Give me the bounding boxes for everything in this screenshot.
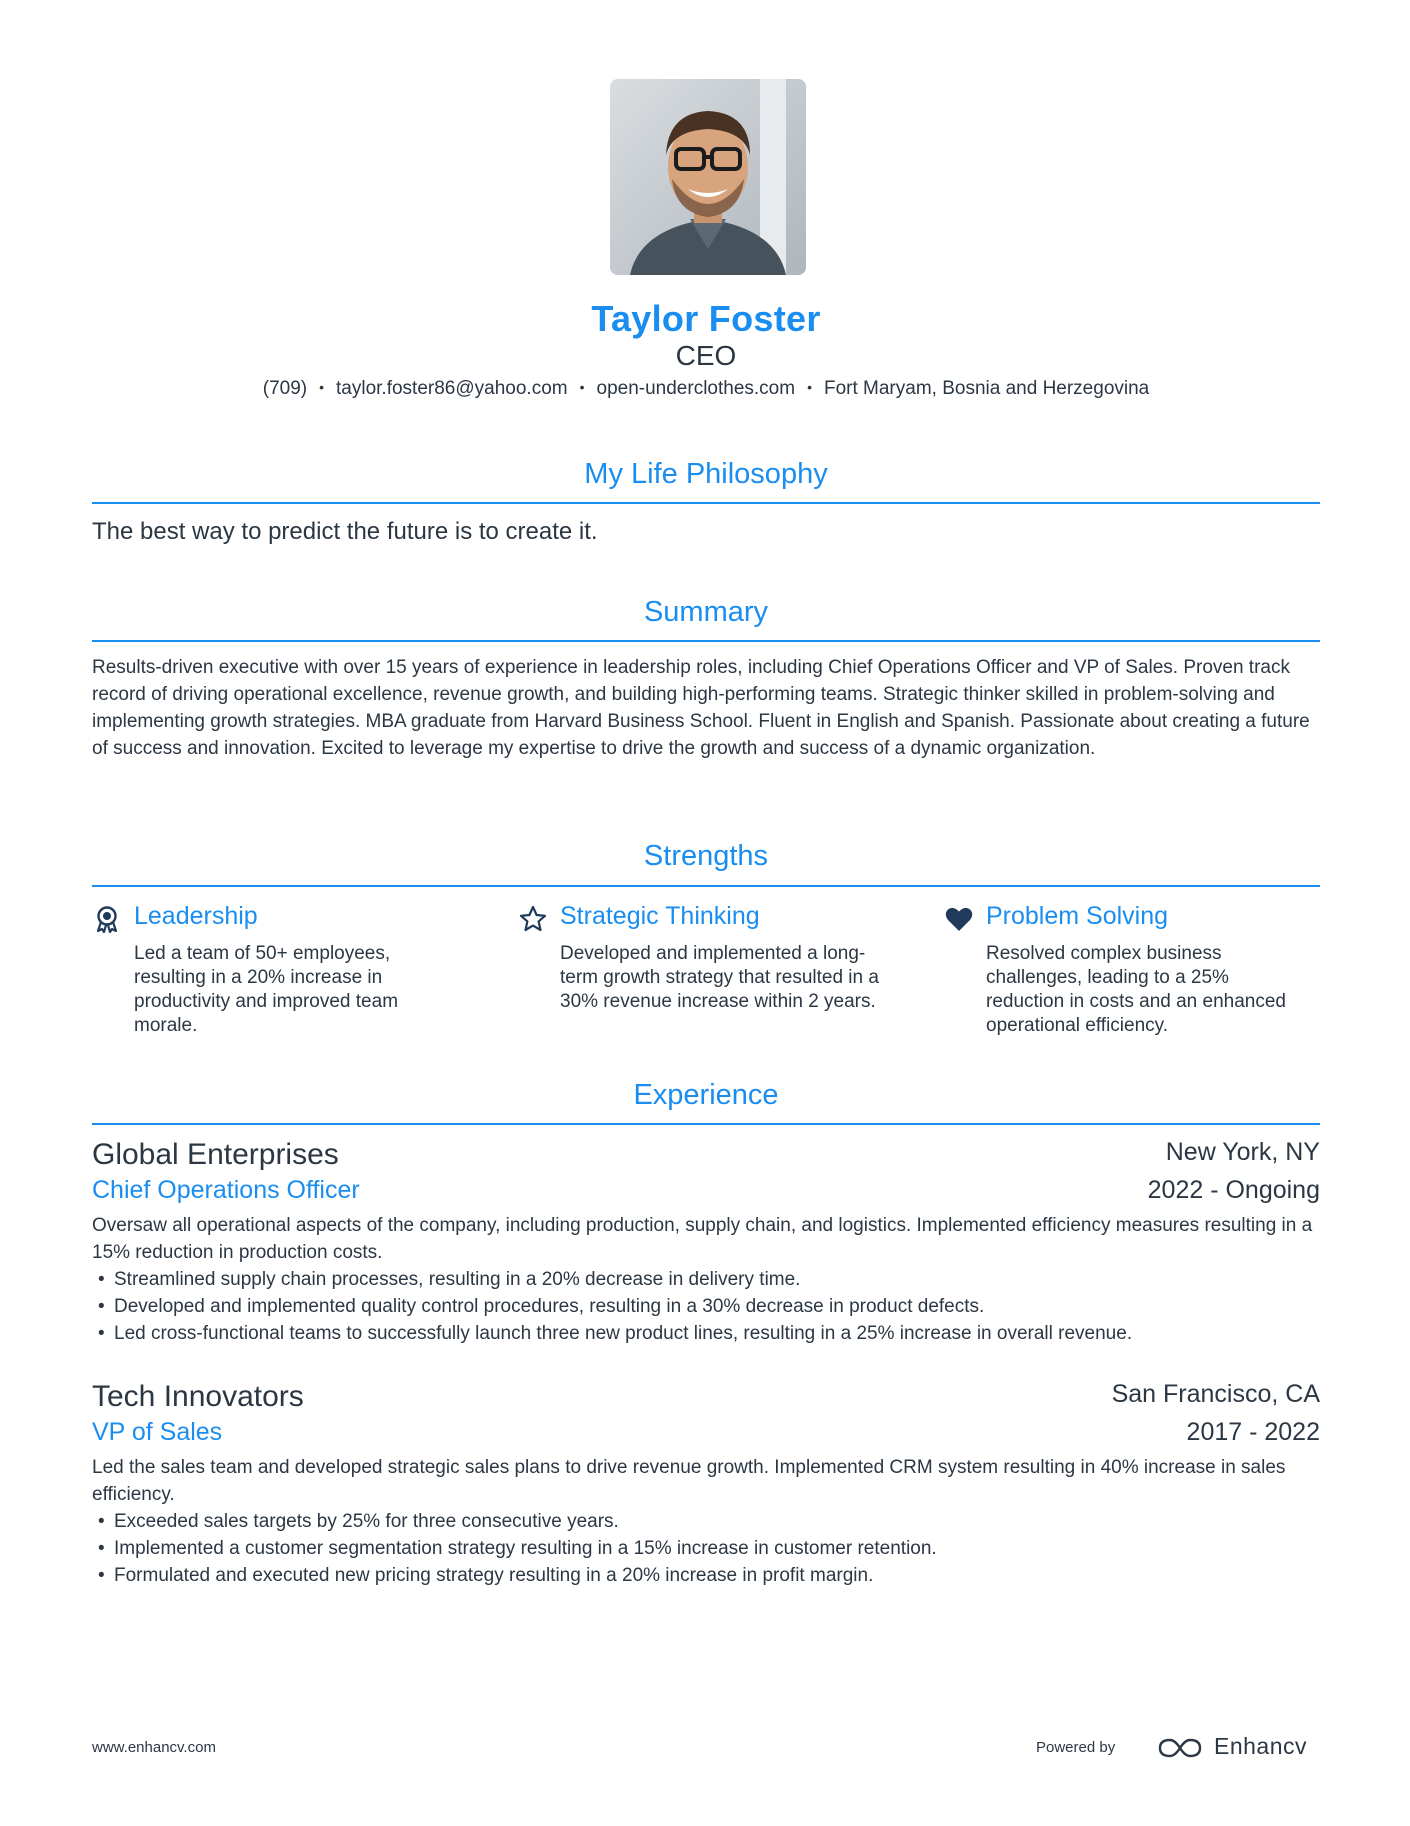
strength-title: Leadership: [134, 902, 258, 930]
contact-location: Fort Maryam, Bosnia and Herzegovina: [823, 378, 1150, 399]
job-dates: 2017 - 2022: [1186, 1418, 1320, 1446]
contact-separator: •: [319, 379, 325, 395]
strength-desc: Led a team of 50+ employees, resulting in a 20% increase in productivity and improved team morale.: [134, 943, 399, 1036]
section-divider: [92, 640, 1320, 642]
strength-title: Strategic Thinking: [560, 902, 760, 930]
powered-by-label: Powered by: [1036, 1739, 1116, 1756]
job-bullets: [98, 1266, 1318, 1347]
contact-website[interactable]: open-underclothes.com: [596, 378, 796, 399]
bullet-text: Implemented a customer segmentation strategy resulting in a 15% increase in customer retention.: [114, 1538, 937, 1559]
job-dates: 2022 - Ongoing: [1147, 1176, 1320, 1204]
company-name: Global Enterprises: [92, 1138, 339, 1171]
enhancv-logo-icon: [1156, 1735, 1204, 1766]
company-name: Tech Innovators: [92, 1380, 304, 1413]
summary-text: Results-driven executive with over 15 years of experience in leadership roles, including Chief Operations Officer and VP of Sales. Proven track record of driving operational excellence, revenue growth, and building high-performing teams. Strategic thinker skilled in problem-solving and implementing growth strategies. MBA graduate from Harvard Business School. Fluent in English and Spanish. Passionate about creating a future of success and innovation. Excited to leverage my expertise to drive the growth and success of a dynamic organization.: [92, 657, 1310, 759]
job-description: Oversaw all operational aspects of the company, including production, supply chain, and logistics. Implemented efficiency measures resulting in a 15% reduction in production costs.: [92, 1215, 1313, 1263]
enhancv-wordmark: Enhancv: [1214, 1733, 1308, 1759]
section-title-strengths: Strengths: [643, 840, 769, 872]
star-icon: [518, 904, 548, 934]
bullet-text: Developed and implemented quality control procedures, resulting in a 30% decrease in product defects.: [114, 1296, 985, 1317]
profile-photo: [610, 79, 806, 275]
job-title: Chief Operations Officer: [92, 1176, 360, 1204]
list-item: • Streamlined supply chain processes, resulting in a 20% decrease in delivery time.: [98, 1269, 801, 1290]
candidate-role: CEO: [675, 340, 737, 371]
philosophy-text: The best way to predict the future is to create it.: [92, 518, 598, 545]
bullet-text: Led cross-functional teams to successfully launch three new product lines, resulting in a 25% increase in overall revenue.: [114, 1323, 1133, 1344]
strength-desc: Resolved complex business challenges, leading to a 25% reduction in costs and an enhanced operational efficiency.: [986, 943, 1286, 1036]
list-item: • Exceeded sales targets by 25% for three consecutive years.: [98, 1511, 619, 1532]
list-item: • Developed and implemented quality control procedures, resulting in a 30% decrease in product defects.: [98, 1296, 985, 1317]
contact-separator: •: [807, 379, 812, 395]
bullet-text: Streamlined supply chain processes, resulting in a 20% decrease in delivery time.: [114, 1269, 801, 1290]
section-divider: [92, 885, 1320, 887]
list-item: • Led cross-functional teams to successfully launch three new product lines, resulting in a 25% increase in overall revenue.: [98, 1323, 1133, 1344]
footer-website[interactable]: www.enhancv.com: [92, 1739, 216, 1756]
list-item: • Formulated and executed new pricing strategy resulting in a 20% increase in profit margin.: [98, 1565, 874, 1586]
list-item: • Implemented a customer segmentation strategy resulting in a 15% increase in customer retention.: [98, 1538, 937, 1559]
job-title: VP of Sales: [92, 1418, 223, 1446]
bullet-text: Formulated and executed new pricing strategy resulting in a 20% increase in profit margin.: [114, 1565, 874, 1586]
award-icon: [92, 904, 122, 934]
section-title-experience: Experience: [633, 1079, 779, 1111]
section-divider: [92, 502, 1320, 504]
contact-phone: (709): [262, 378, 308, 399]
bullet-text: Exceeded sales targets by 25% for three consecutive years.: [114, 1511, 619, 1532]
heart-icon: [944, 904, 974, 934]
strength-desc: Developed and implemented a long-term growth strategy that resulted in a 30% revenue increase within 2 years.: [560, 943, 879, 1012]
job-bullets: [98, 1508, 1318, 1589]
strength-title: Problem Solving: [986, 902, 1169, 930]
section-divider: [92, 1123, 1320, 1125]
contact-line: [92, 378, 1320, 400]
job-location: New York, NY: [1165, 1138, 1320, 1166]
section-title-philosophy: My Life Philosophy: [584, 458, 828, 490]
section-title-summary: Summary: [643, 596, 769, 628]
job-description: Led the sales team and developed strategic sales plans to drive revenue growth. Implemented CRM system resulting in 40% increase in sales efficiency.: [92, 1457, 1286, 1505]
job-location: San Francisco, CA: [1111, 1380, 1320, 1408]
candidate-name: Taylor Foster: [591, 298, 821, 339]
contact-email[interactable]: taylor.foster86@yahoo.com: [336, 378, 568, 399]
contact-separator: •: [579, 379, 585, 395]
